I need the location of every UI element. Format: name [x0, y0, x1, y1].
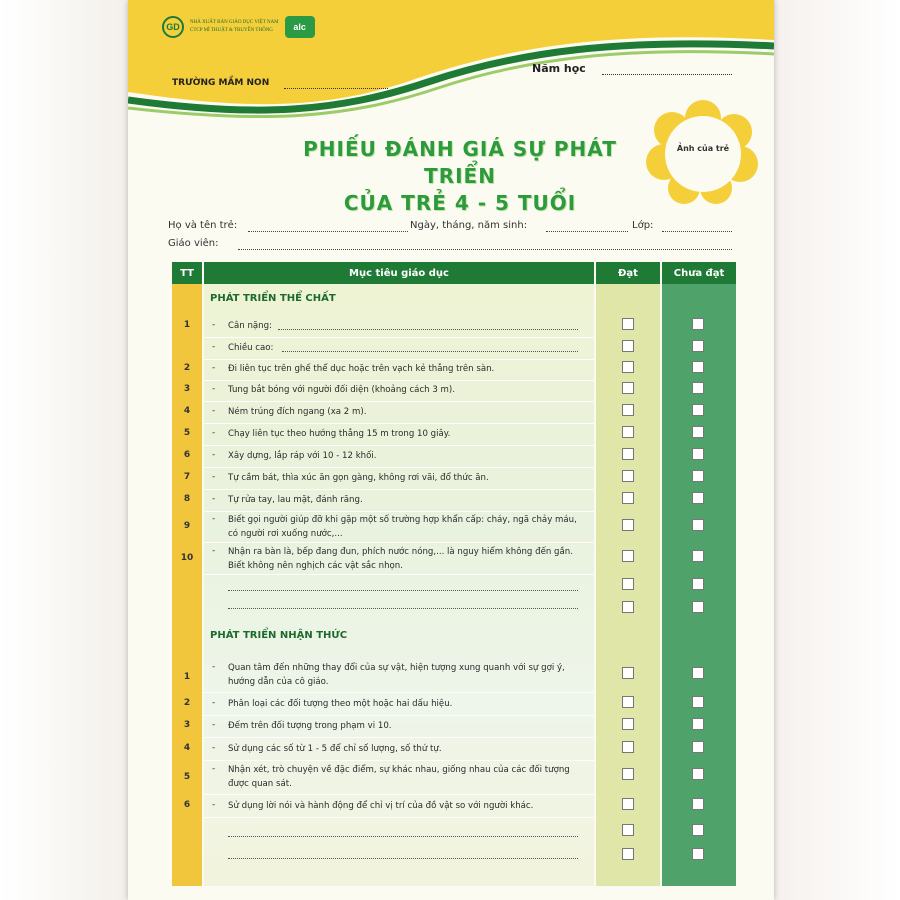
school-name-field[interactable] — [284, 88, 388, 89]
checkbox-fail[interactable] — [692, 848, 704, 860]
row-separator — [204, 542, 594, 543]
row-text: Chạy liên tục theo hướng thẳng 15 m trong 10 giây. — [228, 429, 451, 439]
row-num: 4 — [183, 743, 191, 753]
photo-label: Ảnh của trẻ — [676, 144, 730, 153]
row-separator — [204, 401, 594, 402]
row-text: Xây dựng, lắp ráp với 10 - 12 khối. — [228, 451, 377, 461]
checkbox-fail[interactable] — [692, 601, 704, 613]
row-text: Sử dụng các số từ 1 - 5 để chỉ số lượng, số thứ tự. — [228, 744, 442, 754]
row-dash: - — [212, 472, 216, 482]
row-num: 5 — [183, 428, 191, 438]
child-name-field[interactable] — [248, 231, 408, 232]
checkbox-pass[interactable] — [622, 550, 634, 562]
row-text: Tự cầm bát, thìa xúc ăn gọn gàng, không rơi vãi, đổ thức ăn. — [228, 473, 489, 483]
page-title — [270, 136, 650, 217]
row-text: Quan tâm đến những thay đổi của sự vật, hiện tượng xung quanh với sự gợi ý, hướng dẫn của cô giáo. — [228, 663, 565, 687]
checkbox-pass[interactable] — [622, 848, 634, 860]
background-right — [774, 0, 900, 900]
checkbox-pass[interactable] — [622, 470, 634, 482]
checkbox-fail[interactable] — [692, 470, 704, 482]
checkbox-pass[interactable] — [622, 578, 634, 590]
title-line-1: PHIẾU ĐÁNH GIÁ SỰ PHÁT TRIỂN — [303, 137, 617, 188]
table-header — [172, 262, 736, 284]
checkbox-pass[interactable] — [622, 798, 634, 810]
header-goal: Mục tiêu giáo dục — [204, 262, 594, 284]
publisher-line-2: CTCP MĨ THUẬT & TRUYỀN THÔNG — [190, 28, 273, 33]
assessment-table — [172, 262, 736, 886]
checkbox-pass[interactable] — [622, 361, 634, 373]
checkbox-pass[interactable] — [622, 404, 634, 416]
row-num: 2 — [183, 698, 191, 708]
row-num: 6 — [183, 800, 191, 810]
row-separator — [204, 359, 594, 360]
row-num: 7 — [183, 472, 191, 482]
row-separator — [204, 692, 594, 693]
tt-column — [172, 284, 202, 886]
header-fail: Chưa đạt — [662, 262, 736, 284]
checkbox-pass[interactable] — [622, 601, 634, 613]
checkbox-fail[interactable] — [692, 696, 704, 708]
teacher-label: Giáo viên: — [168, 238, 219, 249]
row-num: 2 — [183, 363, 191, 373]
checkbox-pass[interactable] — [622, 824, 634, 836]
checkbox-fail[interactable] — [692, 426, 704, 438]
checkbox-fail[interactable] — [692, 519, 704, 531]
row-dash: - — [212, 546, 216, 556]
checkbox-pass[interactable] — [622, 492, 634, 504]
class-field[interactable] — [662, 231, 732, 232]
checkbox-pass[interactable] — [622, 768, 634, 780]
checkbox-fail[interactable] — [692, 798, 704, 810]
publisher-line-1: NHÀ XUẤT BẢN GIÁO DỤC VIỆT NAM — [190, 20, 279, 25]
checkbox-pass[interactable] — [622, 382, 634, 394]
row-text: Sử dụng lời nói và hành động để chỉ vị trí của đồ vật so với người khác. — [228, 801, 534, 811]
checkbox-fail[interactable] — [692, 578, 704, 590]
row-num: 10 — [180, 553, 194, 563]
extra-line[interactable] — [228, 836, 578, 837]
row-text: Biết gọi người giúp đỡ khi gặp một số trường hợp khẩn cấp: cháy, ngã chảy máu, có người rơi xuống nước,... — [228, 515, 577, 539]
row-dash: - — [212, 662, 216, 672]
row-text: Chiều cao: — [228, 343, 274, 353]
checkbox-pass[interactable] — [622, 667, 634, 679]
dob-field[interactable] — [546, 231, 628, 232]
row-num: 1 — [183, 320, 191, 330]
checkbox-pass[interactable] — [622, 519, 634, 531]
row-num: 4 — [183, 406, 191, 416]
row-dash: - — [212, 800, 216, 810]
row-separator — [204, 715, 594, 716]
row-text: Tự rửa tay, lau mặt, đánh răng. — [228, 495, 363, 505]
checkbox-fail[interactable] — [692, 404, 704, 416]
extra-line[interactable] — [228, 590, 578, 591]
extra-line[interactable] — [228, 858, 578, 859]
row-text: Cân nặng: — [228, 321, 272, 331]
school-year-field[interactable] — [602, 74, 732, 75]
teacher-field[interactable] — [238, 249, 732, 250]
background-left — [0, 0, 128, 900]
checkbox-fail[interactable] — [692, 340, 704, 352]
row-dash: - — [212, 743, 216, 753]
checkbox-fail[interactable] — [692, 382, 704, 394]
row-dash: - — [212, 428, 216, 438]
row-num: 3 — [183, 720, 191, 730]
checkbox-fail[interactable] — [692, 361, 704, 373]
row-separator — [204, 423, 594, 424]
publisher-text — [190, 19, 279, 35]
dob-label: Ngày, tháng, năm sinh: — [410, 220, 528, 231]
row-separator — [204, 445, 594, 446]
checkbox-fail[interactable] — [692, 550, 704, 562]
row-num: 8 — [183, 494, 191, 504]
checkbox-fail[interactable] — [692, 667, 704, 679]
row-separator — [204, 794, 594, 795]
checkbox-fail[interactable] — [692, 741, 704, 753]
child-name-label: Họ và tên trẻ: — [168, 220, 238, 231]
row-separator — [204, 380, 594, 381]
row-separator — [204, 337, 594, 338]
row-dash: - — [212, 720, 216, 730]
row-text: Nhận xét, trò chuyện về đặc điểm, sự khác nhau, giống nhau của các đối tượng được quan sát. — [228, 765, 570, 789]
row-dash: - — [212, 342, 216, 352]
row-separator — [204, 489, 594, 490]
row-text: Đếm trên đối tượng trong phạm vi 10. — [228, 721, 392, 731]
checkbox-pass[interactable] — [622, 426, 634, 438]
row-dash: - — [212, 494, 216, 504]
row-dash: - — [212, 406, 216, 416]
row-text: Đi liên tục trên ghế thể dục hoặc trên vạch kẻ thẳng trên sàn. — [228, 364, 495, 374]
row-separator — [204, 760, 594, 761]
row-text: Nhận ra bàn là, bếp đang đun, phích nước nóng,... là nguy hiểm không đến gần. Biết không nên nghịch các vật sắc nhọn. — [228, 547, 573, 571]
row-separator — [204, 511, 594, 512]
checkbox-pass[interactable] — [622, 448, 634, 460]
row-dash: - — [212, 320, 216, 330]
header-pass: Đạt — [596, 262, 660, 284]
assessment-sheet — [128, 0, 774, 900]
school-name-label: TRƯỜNG MẦM NON — [172, 78, 270, 88]
row-separator — [204, 817, 594, 818]
row-separator — [204, 574, 594, 575]
checkbox-fail[interactable] — [692, 318, 704, 330]
title-line-2: CỦA TRẺ 4 - 5 TUỔI — [343, 191, 577, 215]
publisher-logo: GD — [162, 16, 184, 38]
checkbox-fail[interactable] — [692, 718, 704, 730]
row-dash: - — [212, 514, 216, 524]
school-year-label: Năm học — [532, 62, 586, 75]
row-text: Phân loại các đối tượng theo một hoặc hai dấu hiệu. — [228, 699, 453, 709]
row-dash: - — [212, 384, 216, 394]
section-cognitive-title: PHÁT TRIỂN NHẬN THỨC — [210, 630, 348, 641]
row-separator — [204, 737, 594, 738]
row-dash: - — [212, 764, 216, 774]
row-separator — [204, 467, 594, 468]
checkbox-fail[interactable] — [692, 492, 704, 504]
checkbox-pass[interactable] — [622, 718, 634, 730]
checkbox-pass[interactable] — [622, 340, 634, 352]
checkbox-pass[interactable] — [622, 318, 634, 330]
class-label: Lớp: — [632, 220, 654, 231]
publisher-block — [162, 16, 315, 38]
section-physical-title: PHÁT TRIỂN THỂ CHẤT — [210, 293, 336, 304]
row-num: 1 — [183, 672, 191, 682]
row-num: 5 — [183, 772, 191, 782]
header-tt: TT — [172, 262, 202, 284]
row-dash: - — [212, 698, 216, 708]
checkbox-fail[interactable] — [692, 824, 704, 836]
row-num: 6 — [183, 450, 191, 460]
checkbox-pass[interactable] — [622, 741, 634, 753]
row-dash: - — [212, 450, 216, 460]
row-dash: - — [212, 363, 216, 373]
row-num: 9 — [183, 521, 191, 531]
row-text: Tung bắt bóng với người đối diện (khoảng cách 3 m). — [228, 385, 456, 395]
checkbox-pass[interactable] — [622, 696, 634, 708]
weight-field[interactable] — [278, 329, 578, 330]
height-field[interactable] — [282, 351, 578, 352]
alc-logo: alc — [285, 16, 315, 38]
checkbox-fail[interactable] — [692, 768, 704, 780]
checkbox-fail[interactable] — [692, 448, 704, 460]
extra-line[interactable] — [228, 608, 578, 609]
row-num: 3 — [183, 384, 191, 394]
row-text: Ném trúng đích ngang (xa 2 m). — [228, 407, 367, 417]
